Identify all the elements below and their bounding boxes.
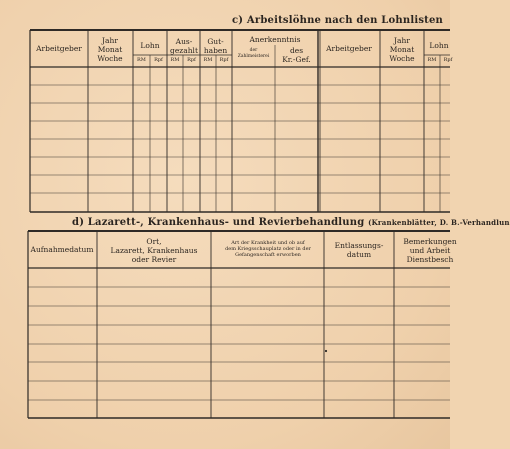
ink-dot	[325, 350, 327, 352]
header-zahlmeisterei: Zahlmeisterei	[237, 54, 270, 59]
header-woche-2: Woche	[389, 54, 415, 63]
header-lohn-rpf: Rpf	[154, 57, 163, 63]
header-ausgezahlt-rm: RM	[170, 57, 180, 63]
header-bemerkungen-line3: Dienstbesch	[406, 255, 454, 264]
header-lohn-2-rpf: Rpf	[443, 57, 453, 63]
header-aufnahmedatum: Aufnahmedatum	[30, 245, 94, 254]
header-guthaben-rm: RM	[203, 57, 213, 63]
header-guthaben-rpf: Rpf	[219, 57, 229, 63]
header-datum: datum	[346, 250, 372, 259]
header-der: der	[249, 48, 258, 53]
header-ausgezahlt-line1: Aus-	[175, 37, 193, 46]
header-ausgezahlt-rpf: Rpf	[187, 57, 196, 63]
header-des: des	[289, 46, 304, 55]
header-guthaben-line2: haben	[203, 46, 228, 55]
header-art-line1: Art der Krankheit und ob auf	[231, 240, 305, 246]
header-arbeitgeber-2: Arbeitgeber	[326, 44, 372, 53]
section-d-subtitle: (Krankenblätter, D. B.-Verhandlun	[368, 218, 510, 227]
header-woche: Woche	[97, 54, 123, 63]
header-ort-line3: oder Revier	[131, 255, 177, 264]
header-monat: Monat	[97, 45, 123, 54]
header-lohn-2: Lohn	[429, 41, 449, 50]
header-lohn-2-rm: RM	[427, 57, 437, 63]
header-anerkenntnis: Anerkenntnis	[249, 35, 301, 44]
header-lohn: Lohn	[140, 41, 160, 50]
header-monat-2: Monat	[389, 45, 415, 54]
header-jahr-2: Jahr	[394, 36, 410, 45]
header-bemerkungen-line1: Bemerkungen	[403, 237, 457, 246]
header-art-line2: dem Kriegsschauplatz oder in der	[225, 246, 311, 252]
header-ort-line1: Ort,	[146, 237, 162, 246]
header-art-line3: Gefangenschaft erworben	[235, 252, 301, 258]
header-guthaben-line1: Gut-	[207, 37, 224, 46]
section-c-title: c) Arbeitslöhne nach den Lohnlisten	[232, 15, 444, 26]
header-arbeitgeber: Arbeitgeber	[36, 44, 82, 53]
header-kr-gef: Kr.-Gef.	[282, 55, 311, 64]
header-jahr: Jahr	[102, 36, 118, 45]
header-lohn-rm: RM	[137, 57, 146, 63]
header-ort-line2: Lazarett, Krankenhaus	[110, 246, 198, 255]
header-entlassungs: Entlassungs-	[334, 241, 384, 250]
header-bemerkungen-line2: und Arbeit	[409, 246, 451, 255]
header-ausgezahlt-line2: gezahlt	[170, 46, 198, 55]
section-d-title-main: d) Lazarett-, Krankenhaus- und Revierbehandlung	[72, 217, 365, 228]
